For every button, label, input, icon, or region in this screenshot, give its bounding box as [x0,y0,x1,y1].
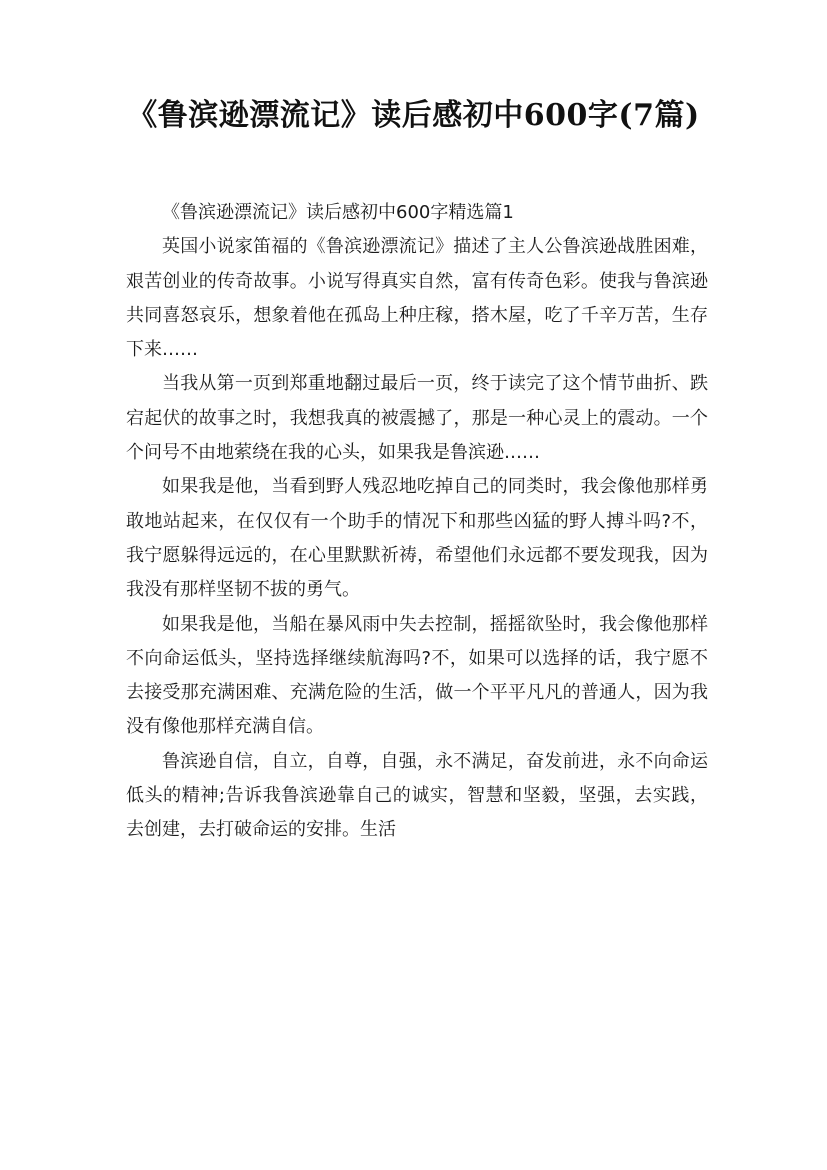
paragraph-4: 如果我是他，当船在暴风雨中失去控制，摇摇欲坠时，我会像他那样不向命运低头，坚持选择继续航海吗?不，如果可以选择的话，我宁愿不去接受那充满困难、充满危险的生活，做一个平平凡凡的普通人，因为我没有像他那样充满自信。 [126,613,708,738]
paragraph-3: 如果我是他，当看到野人残忍地吃掉自己的同类时，我会像他那样勇敢地站起来，在仅仅有一个助手的情况下和那些凶猛的野人搏斗吗?不，我宁愿躲得远远的，在心里默默祈祷，希望他们永远都不要发现我，因为我没有那样坚韧不拔的勇气。 [126,476,708,601]
section-heading: 《鲁滨逊漂流记》读后感初中600字精选篇1 [162,202,514,223]
paragraph-1: 英国小说家笛福的《鲁滨逊漂流记》描述了主人公鲁滨逊战胜困难，艰苦创业的传奇故事。小说写得真实自然，富有传奇色彩。使我与鲁滨逊共同喜怒哀乐，想象着他在孤岛上种庄稼，搭木屋，吃了千辛万苦，生存下来…… [126,236,708,361]
document-title: 《鲁滨逊漂流记》读后感初中600字(7篇) [127,98,700,133]
document-body [126,196,708,848]
paragraph-2: 当我从第一页到郑重地翻过最后一页，终于读完了这个情节曲折、跌宕起伏的故事之时，我想我真的被震撼了，那是一种心灵上的震动。一个个问号不由地萦绕在我的心头，如果我是鲁滨逊…… [126,373,708,464]
paragraph-5: 鲁滨逊自信，自立，自尊，自强，永不满足，奋发前进，永不向命运低头的精神;告诉我鲁滨逊靠自己的诚实，智慧和坚毅，坚强，去实践，去创建，去打破命运的安排。生活 [126,750,708,841]
